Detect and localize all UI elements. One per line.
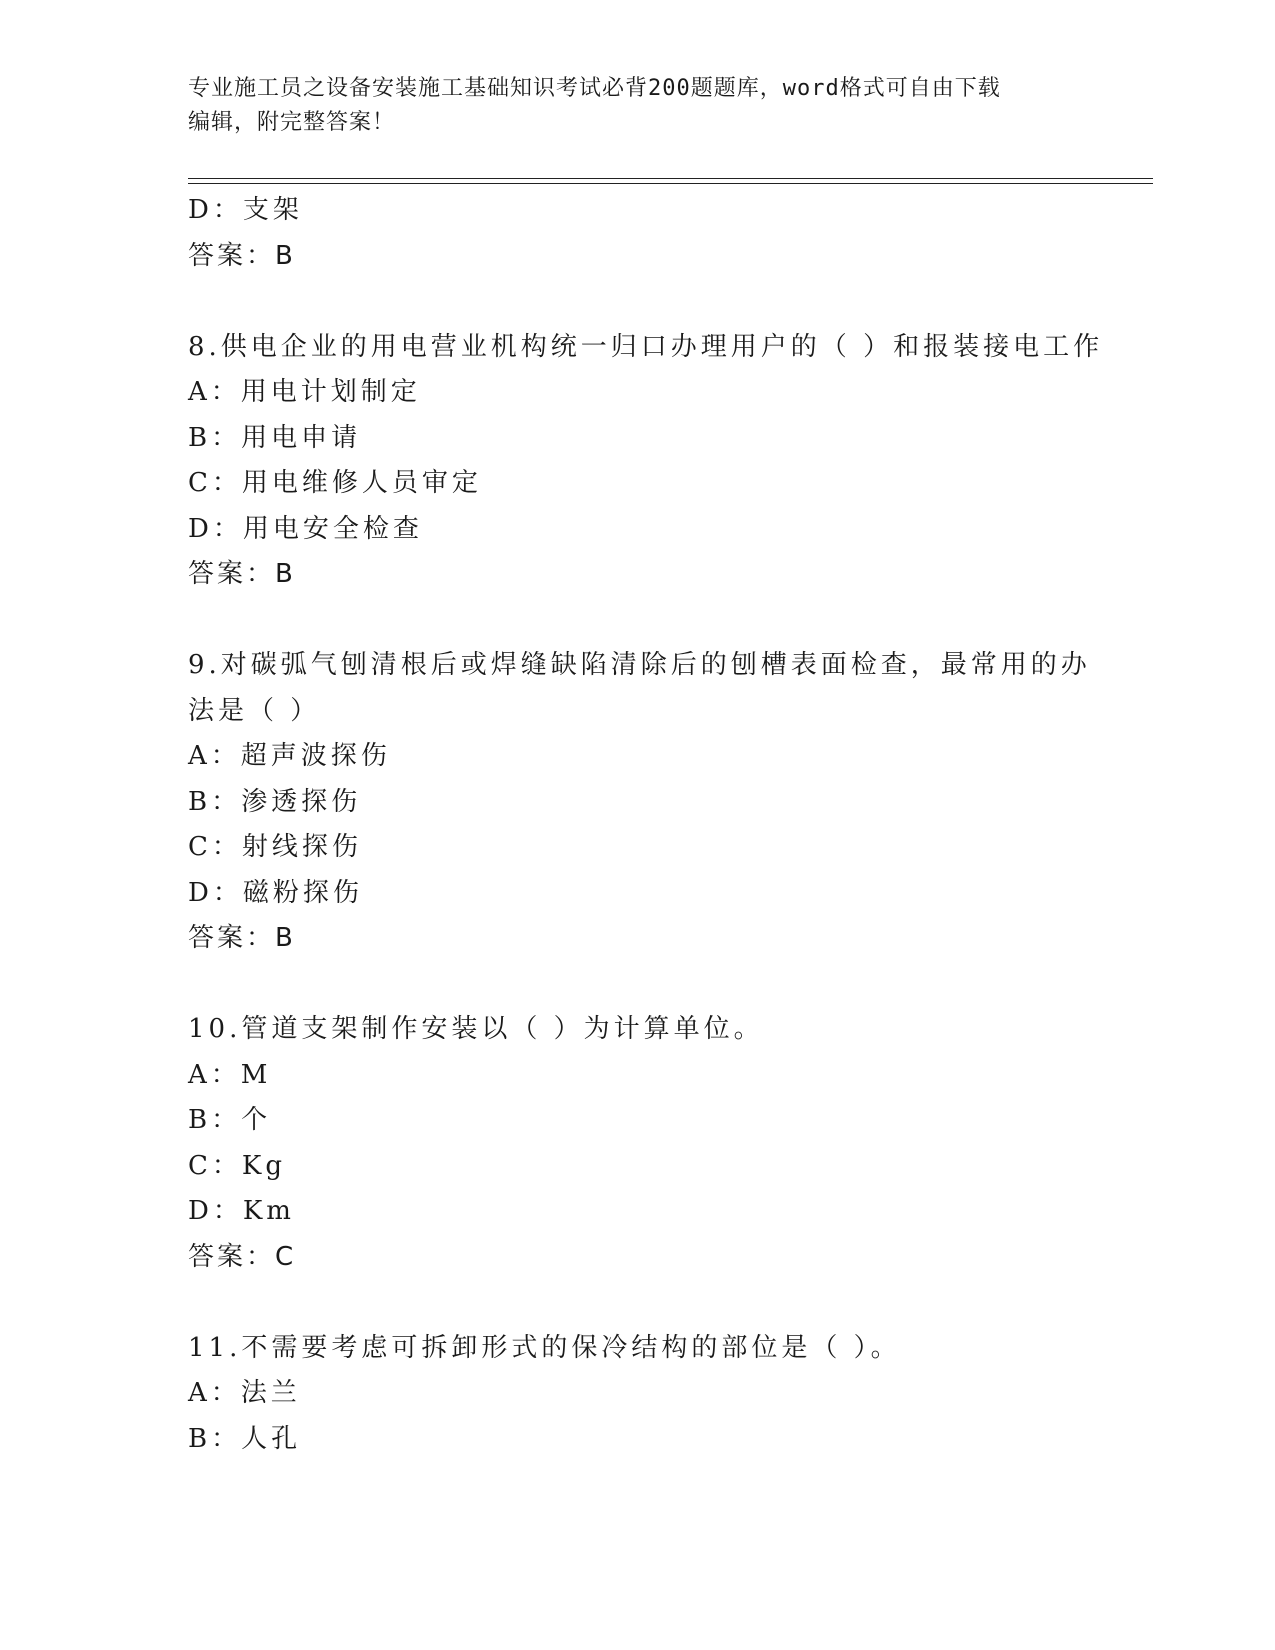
- option-a: A：M: [188, 1059, 272, 1090]
- option-a: A：法兰: [188, 1378, 301, 1408]
- header-divider-top: [188, 178, 1153, 179]
- option-a: A：用电计划制定: [188, 377, 421, 407]
- question-11: [188, 1326, 1088, 1463]
- option-d: D：用电安全检查: [188, 513, 423, 544]
- header-line-2: 编辑，附完整答案！: [188, 110, 396, 135]
- option-b: B：渗透探伤: [188, 786, 362, 817]
- option-a: A：超声波探伤: [188, 741, 391, 771]
- spacer: [188, 1280, 1088, 1326]
- option-b: B：用电申请: [188, 422, 362, 453]
- answer-line: 答案：B: [188, 923, 296, 953]
- option-d: D：Km: [188, 1196, 295, 1226]
- spacer: [188, 279, 1088, 325]
- question-9: [188, 643, 1091, 962]
- spacer: [188, 962, 1088, 1008]
- answer-line: 答案：C: [188, 1241, 297, 1272]
- question-stem: 11.不需要考虑可拆卸形式的保冷结构的部位是（ ）。: [188, 1332, 901, 1363]
- spacer: [188, 598, 1088, 644]
- question-list: [188, 188, 1104, 1462]
- question-stem: 8.供电企业的用电营业机构统一归口办理用户的（ ）和报装接电工作: [188, 331, 1104, 362]
- question-stem: 9.对碳弧气刨清根后或焊缝缺陷清除后的刨槽表面检查，最常用的办: [188, 650, 1091, 680]
- option-b: B：人孔: [188, 1423, 302, 1454]
- header-line-1: 专业施工员之设备安装施工基础知识考试必背200题题库，word格式可自由下载: [188, 76, 1001, 101]
- question-8: [188, 325, 1104, 598]
- option-b: B：个: [188, 1105, 272, 1135]
- answer-line: 答案：B: [188, 240, 296, 271]
- option-c: C：用电维修人员审定: [188, 468, 482, 498]
- answer-line: 答案：B: [188, 559, 296, 589]
- question-7-tail: [188, 188, 1088, 279]
- question-stem-continued: 法是（ ）: [188, 695, 321, 726]
- option-c: C：Kg: [188, 1150, 286, 1181]
- document-header: [188, 72, 1088, 140]
- option-d: D：磁粉探伤: [188, 877, 363, 908]
- question-stem: 10.管道支架制作安装以（ ）为计算单位。: [188, 1014, 764, 1044]
- option-d: D：支架: [188, 195, 303, 225]
- header-divider-bottom: [188, 183, 1153, 184]
- question-10: [188, 1007, 1088, 1280]
- option-c: C：射线探伤: [188, 832, 362, 862]
